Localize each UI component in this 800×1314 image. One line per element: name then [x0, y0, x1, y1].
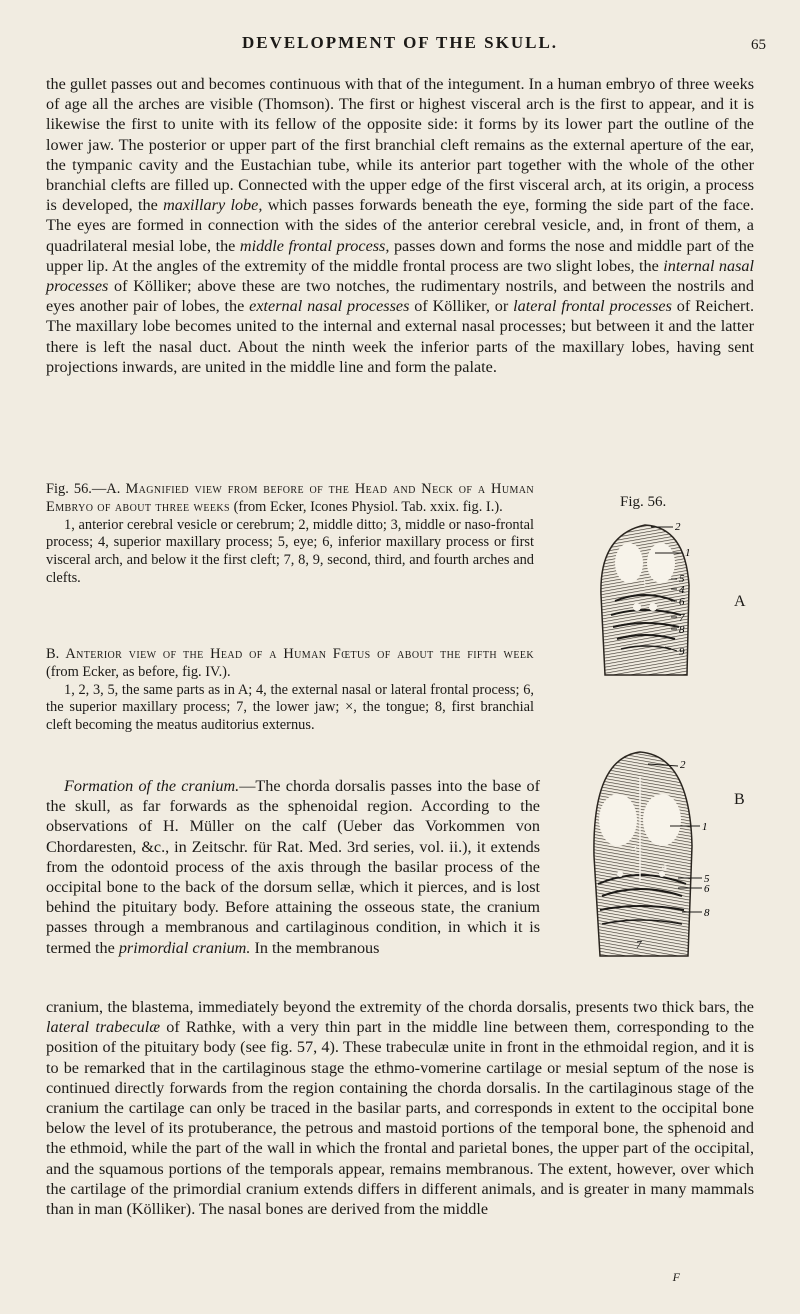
figure-caption-a — [46, 481, 534, 588]
caption-b-title: B. Anterior view of the Head of a Human Fœtus of about the fifth week (from Ecker, as before, fig. IV.). — [46, 646, 534, 680]
figure-a-label: 5 — [679, 573, 685, 585]
figure-a-label: 7 — [679, 612, 685, 624]
figure-a-embryo-illustration — [585, 515, 715, 685]
figure-b-label: 7 — [636, 939, 642, 951]
figure-caption-b — [46, 646, 534, 735]
cranium-paragraph: Formation of the cranium.—The chorda dorsalis passes into the base of the skull, as far forwards as the sphenoidal region. According to the observations of H. Müller on the calf (Ueber das Vorkommen von Chordaresten, &c., in Zeitschr. für Rat. Med. 3rd series, vol. ii.), it extends from the odontoid process of the axis through the basilar process of the occipital bone to the back of the dorsum sellæ, which it pierces, and is lost behind the pituitary body. Before attaining the osseous state, the cranium passes through a membranous and cartilaginous condition, in which it is termed the primordial cranium. In the membranous — [46, 777, 540, 957]
figure-b-label: 3 — [632, 844, 637, 855]
figure-a-label: 8 — [679, 624, 685, 636]
figure-a-label: 9 — [679, 646, 685, 658]
figure-a-label: 6 — [679, 596, 685, 608]
figure-a-label: 3 — [641, 579, 646, 590]
foetus-head-b-drawing — [578, 746, 718, 966]
figure-b-foetus-illustration — [578, 746, 718, 966]
top-paragraph: the gullet passes out and becomes continuous with that of the integument. In a human embryo of three weeks of age all the arches are visible (Thomson). The first or highest visceral arch is the first to appear, and it is likewise the first to unite with its fellow of the opposite side: it forms by its lower part the outline of the lower jaw. The posterior or upper part of the first branchial cleft remains as the external aperture of the ear, the tympanic cavity and the Eustachian tube, while its anterior part together with the whole of the other branchial clefts are filled up. Connected with the upper edge of the first visceral arch, at its origin, a process is developed, the maxillary lobe, which passes forwards beneath the eye, forming the side part of the face. The eyes are formed in connection with the sides of the anterior cerebral vesicle, and, in front of them, a quadrilateral mesial lobe, the middle frontal process, passes down and forms the nose and middle part of the upper lip. At the angles of the extremity of the middle frontal process are two slight lobes, the internal nasal processes of Kölliker; above these are two notches, the rudimentary nostrils, and between the nostrils and eyes another pair of lobes, the external nasal processes of Kölliker, or lateral frontal processes of Reichert. The maxillary lobe becomes united to the internal and external nasal processes; but between it and the latter there is left the nasal duct. About the ninth week the inferior parts of the maxillary lobes, having sent projections inwards, are united in the middle line and form the palate. — [46, 75, 754, 376]
figure-b-label: 6 — [704, 883, 710, 895]
page-number: 65 — [751, 37, 766, 53]
bottom-paragraph: cranium, the blastema, immediately beyond the extremity of the chorda dorsalis, presents two thick bars, the lateral trabeculæ of Rathke, with a very thin part in the middle line between them, corresponding to the position of the pituitary body (see fig. 57, 4). These trabeculæ unite in front in the ethmoidal region, and it is to be remarked that in the cartilaginous stage the ethmo-vomerine cartilage or mesial septum of the nose is continued directly forwards from the region containing the chorda dorsalis. In the cartilaginous stage of the cranium the cartilage can only be traced in the basilar parts, and corresponds in extent to the occipital bone below the level of its protuberance, the petrous and mastoid portions of the temporal bone, the sphenoid and the ethmoid, while the part of the wall in which the frontal and parietal bones, the upper part of the occipital, and the squamous portions of the temporals appear, remains membranous. The extent, however, over which the cartilage of the primordial cranium extends differs in different animals, and is greater in many mammals than in man (Kölliker). The nasal bones are derived from the middle — [46, 998, 755, 1219]
figure-a-label: 4 — [679, 584, 685, 596]
running-title: DEVELOPMENT OF THE SKULL. — [241, 33, 559, 52]
page-header — [0, 33, 800, 57]
caption-a-legend: 1, anterior cerebral vesicle or cerebrum; 2, middle ditto; 3, middle or naso-frontal process; 4, superior maxillary process; 5, eye; 6, inferior maxillary process or first visceral arch, and below it the first cleft; 7, 8, 9, second, third, and fourth arches and clefts. — [46, 516, 534, 586]
figure-b-label: 8 — [704, 907, 710, 919]
figure-letter-b: B — [734, 791, 745, 808]
figure-letter-a: A — [734, 593, 746, 610]
figure-a-label: 2 — [675, 521, 681, 533]
figure-title: Fig. 56. — [620, 494, 667, 510]
figure-b-label: 4 — [662, 862, 667, 873]
figure-a-label: 1 — [685, 547, 691, 559]
caption-b-legend: 1, 2, 3, 5, the same parts as in A; 4, the external nasal or lateral frontal process; 6, the superior maxillary process; 7, the lower jaw; ×, the tongue; 8, first branchial cleft becoming the meatus auditorius externus. — [46, 681, 534, 734]
figure-b-label: 1 — [702, 821, 708, 833]
caption-a-title: Fig. 56.—A. Magnified view from before of the Head and Neck of a Human Embryo of about three weeks (from Ecker, Icones Physiol. Tab. xxix. fig. I.). — [46, 481, 535, 515]
figure-b-label: 5 — [704, 873, 710, 885]
figure-b-label: 2 — [680, 759, 686, 771]
embryo-head-a-drawing — [585, 515, 715, 685]
printer-signature-mark: F — [672, 1270, 680, 1284]
